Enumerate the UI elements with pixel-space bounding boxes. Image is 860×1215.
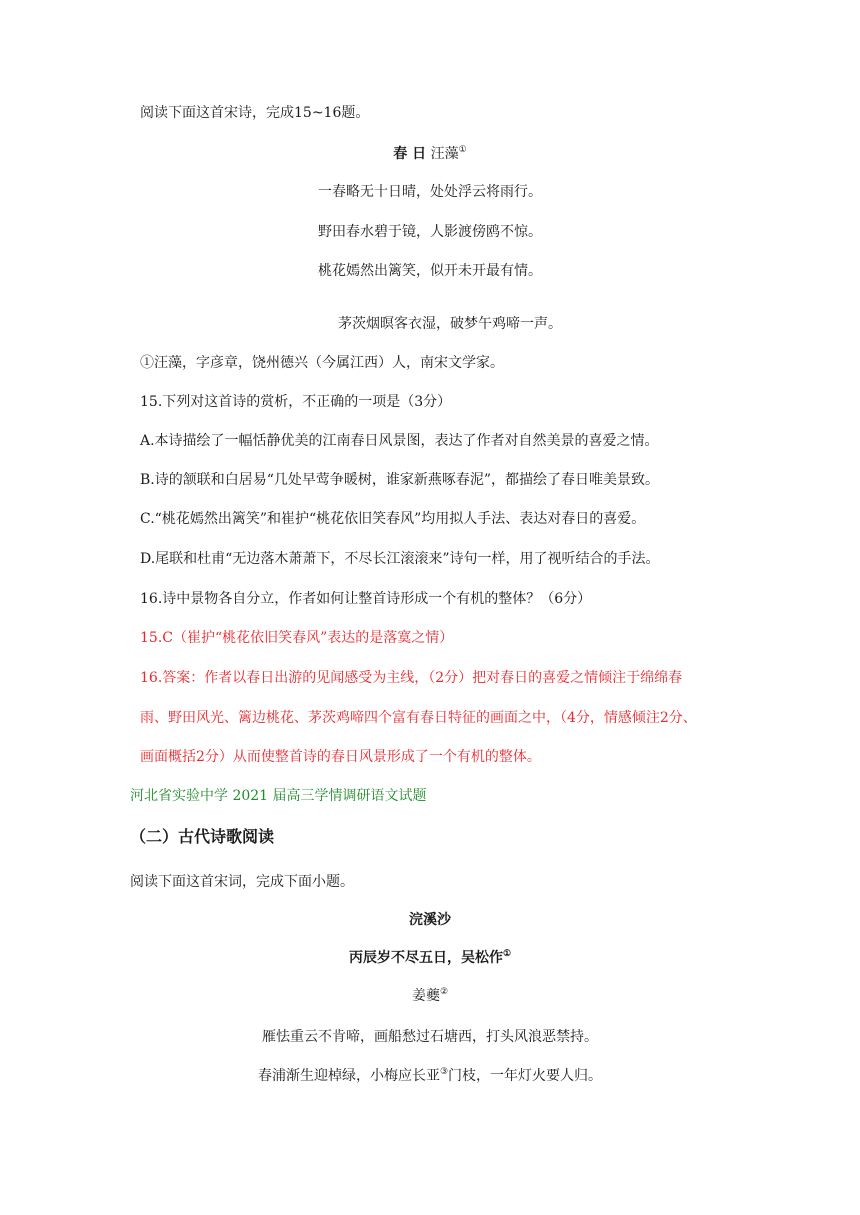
- poem-line: 一春略无十日晴，处处浮云将雨行。: [318, 184, 542, 200]
- footnote-marker: ①: [502, 949, 512, 959]
- poem-subtitle: 丙辰岁不尽五日，吴松作: [348, 950, 503, 966]
- reading-instruction: 阅读下面这首宋诗，完成15~16题。: [140, 105, 370, 121]
- poem-author: 姜夔: [411, 988, 440, 1004]
- answer-16-line: 画面概括2分）从而使整首诗的春日风景形成了一个有机的整体。: [140, 749, 541, 765]
- poem-title: 春 日: [393, 146, 427, 162]
- poem-subtitle-line: [0, 948, 860, 968]
- poem-author: 汪藻: [430, 146, 459, 162]
- question-15-stem: 15.下列对这首诗的赏析，不正确的一项是（3分）: [140, 394, 452, 410]
- section-heading: （二）古代诗歌阅读: [130, 827, 275, 846]
- question-15-option-b: B.诗的颔联和白居易“几处早莺争暖树，谁家新燕啄春泥”，都描绘了春日唯美景致。: [140, 472, 660, 488]
- question-15-option-d: D.尾联和杜甫“无边落木萧萧下，不尽长江滚滚来”诗句一样，用了视听结合的手法。: [140, 551, 660, 567]
- poem-line-part: 春浦渐生迎棹绿，小梅应长亚: [257, 1068, 440, 1084]
- answer-15: 15.C（崔护“桃花依旧笑春风”表达的是落寞之情）: [140, 630, 454, 646]
- question-15-option-c: C.“桃花嫣然出篱笑”和崔护“桃花依旧笑春风”均用拟人手法、表达对春日的喜爱。: [140, 511, 646, 527]
- answer-16-line: 雨、野田风光、篱边桃花、茅茨鸡啼四个富有春日特征的画面之中，（4分，情感倾注2分、: [140, 710, 697, 726]
- poem-line: 茅茨烟暝客衣湿，破梦午鸡啼一声。: [338, 316, 562, 332]
- answer-16-line: 16.答案：作者以春日出游的见闻感受为主线，（2分）把对春日的喜爱之情倾注于绵绵春: [140, 670, 683, 686]
- question-15-option-a: A.本诗描绘了一幅恬静优美的江南春日风景图，表达了作者对自然美景的喜爱之情。: [140, 433, 659, 449]
- poem-line-part: 门枝，一年灯火要人归。: [448, 1068, 603, 1084]
- poem-title-line: [0, 144, 860, 164]
- poem-line: 雁怯重云不肯啼，画船愁过石塘西，打头风浪恶禁持。: [262, 1029, 598, 1045]
- poem-line: 桃花嫣然出篱笑，似开未开最有情。: [318, 263, 542, 279]
- footnote-marker: ②: [439, 987, 449, 997]
- question-16-stem: 16.诗中景物各自分立，作者如何让整首诗形成一个有机的整体？（6分）: [140, 591, 592, 607]
- poem-line: 野田春水碧于镜，人影渡傍鸥不惊。: [318, 224, 542, 240]
- poem-line: [0, 1066, 860, 1086]
- poem-title: 浣溪沙: [409, 912, 451, 928]
- footnote-marker: ③: [439, 1067, 449, 1077]
- footnote: ①汪藻，字彦章，饶州德兴（今属江西）人，南宋文学家。: [140, 355, 504, 371]
- footnote-marker: ①: [458, 145, 467, 155]
- source-title: 河北省实验中学 2021 届高三学情调研语文试题: [130, 788, 427, 804]
- reading-instruction: 阅读下面这首宋词，完成下面小题。: [130, 874, 354, 890]
- poem-author-line: [0, 986, 860, 1006]
